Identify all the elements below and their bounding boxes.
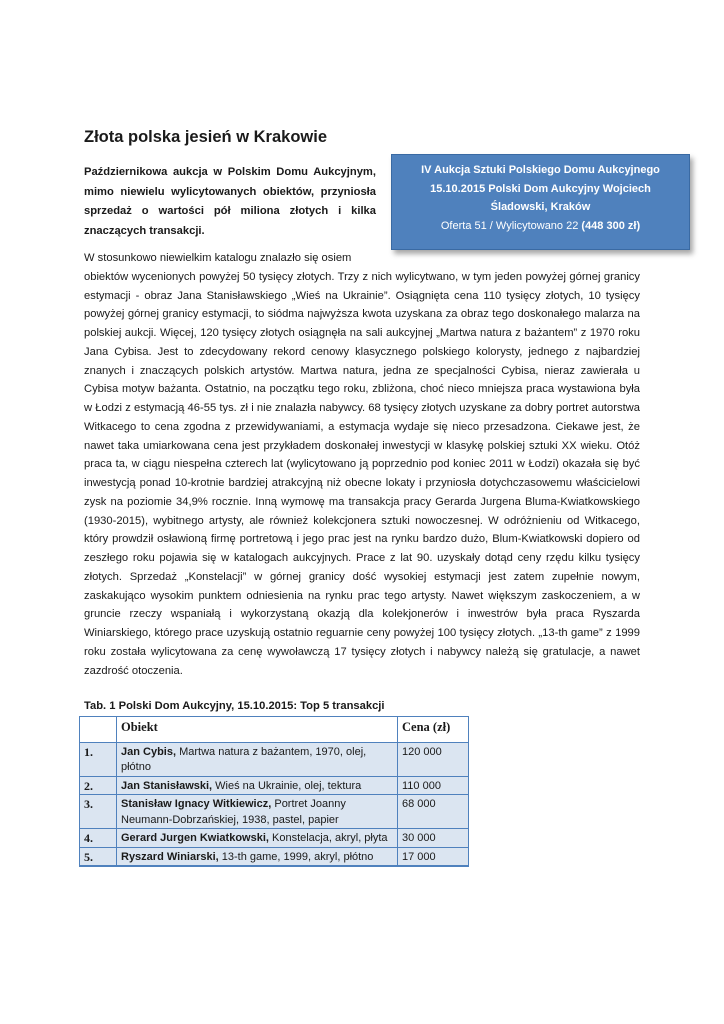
top5-table [79,716,469,867]
row-price: 30 000 [398,829,469,848]
row-artist: Stanisław Ignacy Witkiewicz, [121,798,272,810]
info-line-4 [392,217,689,236]
row-artist: Jan Stanisławski, [121,779,213,792]
info-line-1: IV Aukcja Sztuki Polskiego Domu Aukcyjnego [421,164,660,176]
row-work: Portret Joanny Neumann-Dobrzańskiej, 1938, pastel, papier [121,798,346,826]
header-price: Cena (zł) [398,717,469,743]
row-price: 110 000 [398,776,469,795]
row-object [117,847,398,866]
article-body [84,249,640,680]
article-title: Złota polska jesień w Krakowie [84,128,327,146]
row-price: 120 000 [398,742,469,776]
table-row [80,776,469,795]
row-num: 3. [80,795,117,829]
article-lead: Październikowa aukcja w Polskim Domu Aukcyjnym, mimo niewielu wylicytowanych obiektów, przyniosła sprzedaż o wartości pół miliona złotych i kilka znaczących transakcji. [84,166,376,237]
body-paragraph: obiektów wycenionych powyżej 50 tysięcy złotych. Trzy z nich wylicytwano, w tym jeden powyżej górnej granicy estymacji - obraz Jana Stanisławskiego „Wieś na Ukrainie”. Osiągnięta cena 110 tysięcy złotych, 10 tysięcy powyżej górnej granicy estymacji, to siódma najwyższa kwota uzyskana za obraz tego doskonałego malarza na polskiej aukcji. Więcej, 120 tysięcy złotych osiągnęła na sali aukcyjnej „Martwa natura z bażantem” z 1970 roku Jana Cybisa. Jest to zdecydowany rekord cenowy klasycznego polskiego kolorysty, jednego z najbardziej znanych i znaczących polskich artystów. Martwa natura, jedna ze specjalności Cybisa, nieraz zawierała u Cybisa motyw bażanta. Ostatnio, na początku tego roku, zbliżona, choć nieco mniejsza praca wystawiona była w Łodzi z estymacją 46-55 tys. zł i nie znalazła nabywcy. 68 tysięcy złotych uzyskane za dobry portret autorstwa Witkacego to cena zgodna z przewidywaniami, a estymacja wydaje się nieco przesadzona. Ciekawe jest, że nawet taka umiarkowana cena jest przykładem doskonałej inwestycji w klasykę polskiej sztuki XX wieku. Otóż praca ta, w ciągu niespełna czterech lat (wylicytowano ją poprzednio pod koniec 2011 w Łodzi) okazała się być inwestycją ponad 10-krotnie bardziej atrakcyjną niż obecne lokaty i przyniosła dotychczasowemu właścicielowi zysk na poziomie 34,9% rocznie. Inną wymowę ma transakcja pracy Gerarda Jurgena Bluma-Kwiatkowskiego (1930-2015), wybitnego artysty, ale również kolekcjonera sztuki nowoczesnej. W odróżnieniu od Witkacego, który prowdził osławioną firmę portretową i jego prac jest na rynku bardzo dużo, Blum-Kwiatkowski dopiero od zeszłego roku pojawia się w katalogach aukcyjnych. Prace z lat 90. uzyskały dotąd ceny rzędu kilku tysięcy złotych. Sprzedaż „Konstelacji” w górnej granicy dość wysokiej estymacji jest zatem zupełnie nowym, zaskakująco wysokim punktem odniesienia na rynku prac tego artysty. Nawet większym zaskoczeniem, a w gruncie rzeczy wspaniałą i wykorzystaną okazją dla kolekjonerów i inwestrów była praca Ryszarda Winiarskiego, którego prace uzyskują ostatnio reguarnie ceny powyżej 100 tysięcy złotych. „13-th game” z 1999 roku została wylicytowana za cenę wywoławczą 17 tysięcy złotych i nabywcy należą się gratulacje, a nawet zazdrość otoczenia. [84,270,640,677]
row-object [117,742,398,776]
row-artist: Ryszard Winiarski, [121,850,219,863]
header-object: Obiekt [117,717,398,743]
auction-info-box [391,154,690,250]
table-row [80,795,469,829]
row-work: Martwa natura z bażantem, 1970, olej, płótno [121,745,367,773]
info-total-value: (448 300 zł) [581,219,641,232]
info-line-3: Śladowski, Kraków [490,201,591,214]
row-num: 5. [80,847,117,866]
row-num: 2. [80,776,117,795]
row-price: 17 000 [398,847,469,866]
row-num: 4. [80,829,117,848]
row-artist: Gerard Jurgen Kwiatkowski, [121,832,269,844]
row-work: 13-th game, 1999, akryl, płótno [218,850,374,863]
table-row [80,742,469,776]
row-work: Wieś na Ukrainie, olej, tektura [212,779,362,792]
info-line-2: 15.10.2015 Polski Dom Aukcyjny Wojciech [430,182,651,195]
row-object [117,776,398,795]
body-first-line: W stosunkowo niewielkim katalogu znalazło się osiem [84,252,352,264]
row-object [117,829,398,848]
header-num [80,717,117,743]
row-object [117,795,398,829]
table-header-row [80,717,469,743]
table-row [80,829,469,848]
row-artist: Jan Cybis, [121,745,177,758]
table-row [80,847,469,866]
row-num: 1. [80,742,117,776]
row-work: Konstelacja, akryl, płyta [268,832,388,844]
row-price: 68 000 [398,795,469,829]
table-caption: Tab. 1 Polski Dom Aukcyjny, 15.10.2015: Top 5 transakcji [84,700,385,712]
info-offer-count: Oferta 51 / Wylicytowano 22 [440,219,582,232]
